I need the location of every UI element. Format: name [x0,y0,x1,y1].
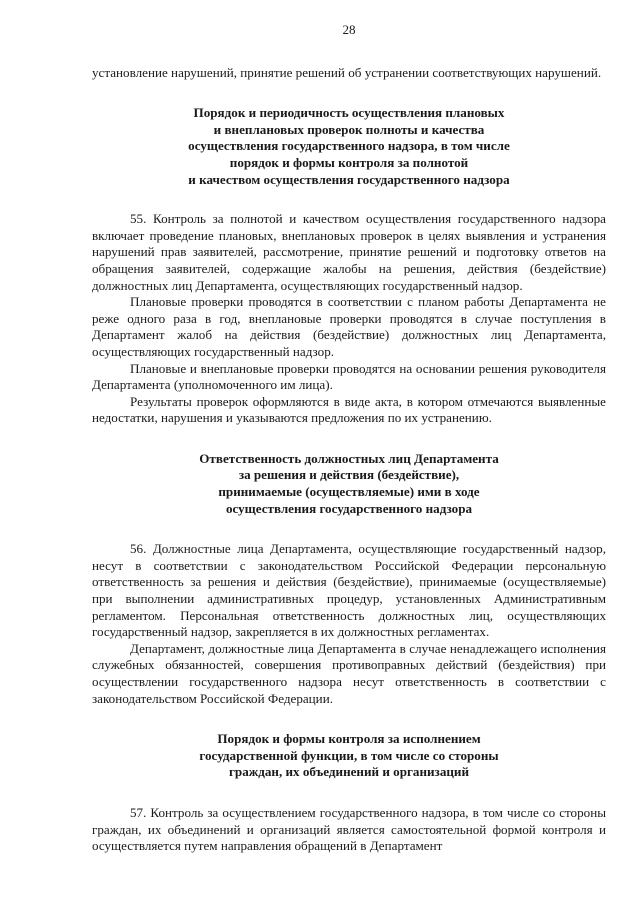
heading-line: и качеством осуществления государственного надзора [188,171,510,187]
section-heading-control-forms [92,731,606,781]
paragraph-planned-inspections: Плановые проверки проводятся в соответствии с планом работы Департамента не реже одного раза в год, внеплановые проверки проводятся в случае поступления в Департамент жалоб на действия (бездействие) должностных лиц Департамента, осуществляющих государственный надзор. [92,294,606,359]
paragraph-inspection-basis: Плановые и внеплановые проверки проводятся на основании решения руководителя Департамента (уполномоченного им лица). [92,360,606,393]
heading-line: порядок и формы контроля за полнотой [229,154,469,170]
section-heading-responsibility [92,451,606,517]
heading-line: осуществления государственного надзора [225,500,473,516]
heading-line: осуществления государственного надзора, в том числе [188,138,510,154]
heading-line: и внеплановых проверок полноты и качества [213,121,485,137]
heading-line: принимаемые (осуществляемые) ими в ходе [218,484,480,500]
heading-line: государственной функции, в том числе со стороны [199,747,499,763]
paragraph-55: 55. Контроль за полнотой и качеством осуществления государственного надзора включает проведение плановых, внеплановых проверок в целях выявления и устранения нарушений прав заявителей, рассмотрение, принятие решений и подготовку ответов на обращения заявителей, содержащие жалобы на решения, действия (бездействие) должностных лиц Департамента, осуществляющих государственный надзор. [92,211,606,293]
page-number: 28 [342,22,356,37]
paragraph-56: 56. Должностные лица Департамента, осуществляющие государственный надзор, несут в соответствии с законодательством Российской Федерации персональную ответственность за решения и действия (бездействие), принимаемые (осуществляемые) при выполнении административных процедур, установленных Административным регламентом. Персональная ответственность должностных лиц, осуществляющих государственный надзор, закрепляется в их должностных регламентах. [92,541,606,640]
intro-paragraph: установление нарушений, принятие решений об устранении соответствующих нарушений. [92,64,602,80]
paragraph-department-liability: Департамент, должностные лица Департамента в случае ненадлежащего исполнения служебных обязанностей, совершения противоправных действий (бездействия) при осуществлении государственного надзора несут ответственность в соответствии с законодательством Российской Федерации. [92,640,606,706]
paragraph-57: 57. Контроль за осуществлением государственного надзора, в том числе со стороны граждан, их объединений и организаций является самостоятельной формой контроля и осуществляется путем направления обращений в Департамент [92,804,606,854]
paragraph-inspection-results: Результаты проверок оформляются в виде акта, в котором отмечаются выявленные недостатки, нарушения и указываются предложения по их устранению. [92,393,606,426]
heading-line: Порядок и формы контроля за исполнением [217,731,481,747]
heading-line: Ответственность должностных лиц Департамента [199,450,499,466]
heading-line: граждан, их объединений и организаций [228,764,470,780]
section-heading-inspections [92,105,606,188]
heading-line: Порядок и периодичность осуществления плановых [193,105,505,121]
heading-line: за решения и действия (бездействие), [238,467,460,483]
